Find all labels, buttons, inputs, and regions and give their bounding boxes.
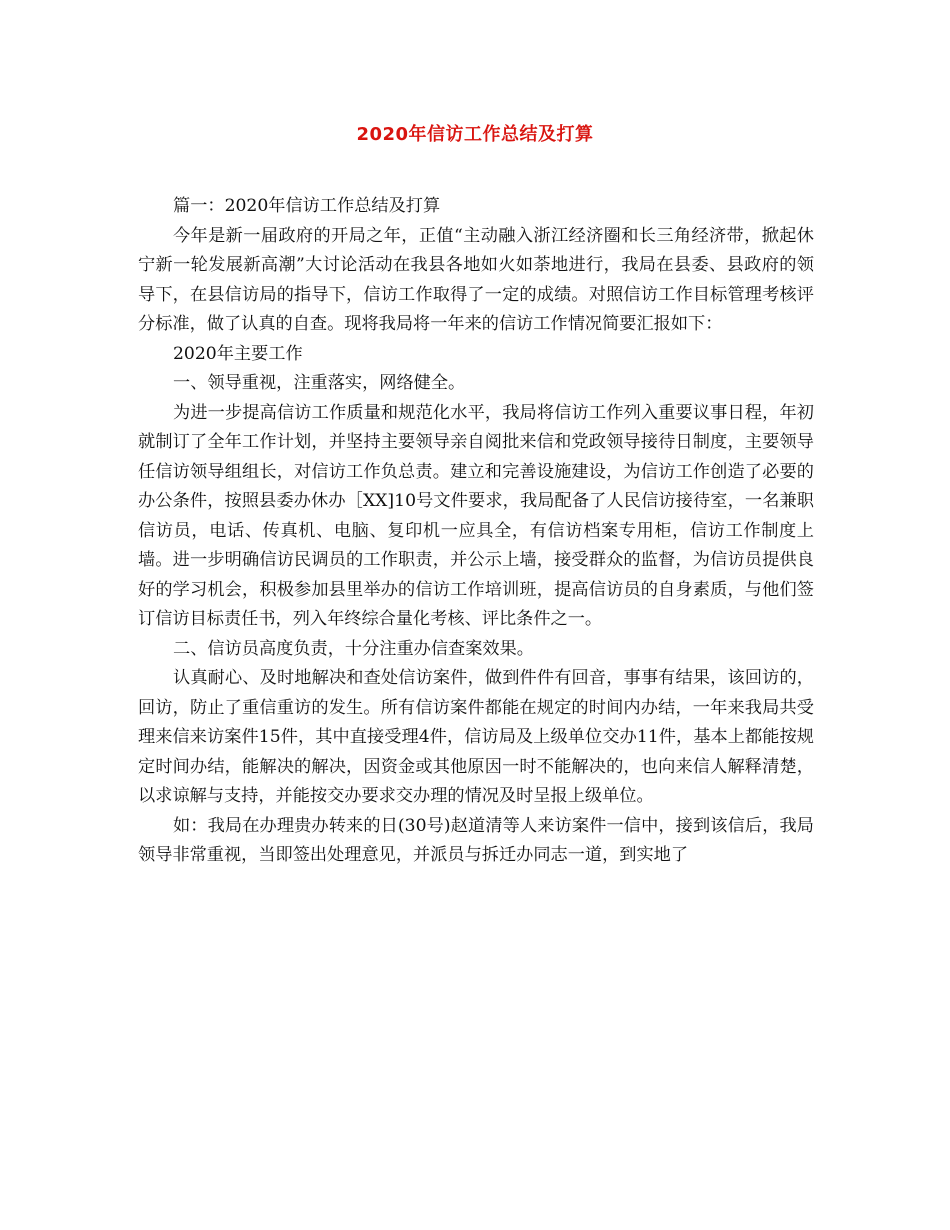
- document-body: [138, 192, 814, 871]
- paragraph-section-two-heading: 二、信访员高度负责，十分注重办信查案效果。: [173, 638, 534, 659]
- paragraph-intro: 今年是新一届政府的开局之年，正值“主动融入浙江经济圈和长三角经济带，掀起休宁新一轮发展新高潮”大讨论活动在我县各地如火如荼地进行，我局在县委、县政府的领导下，在县信访局的指导下，信访工作取得了一定的成绩。对照信访工作目标管理考核评分标准，做了认真的自查。现将我局将一年来的信访工作情况简要汇报如下：: [138, 225, 814, 334]
- document-title: 2020年信访工作总结及打算: [356, 124, 594, 145]
- paragraph-section-one-body: 为进一步提高信访工作质量和规范化水平，我局将信访工作列入重要议事日程，年初就制订了全年工作计划，并坚持主要领导亲自阅批来信和党政领导接待日制度，主要领导任信访领导组组长，对信访工作负总责。建立和完善设施建设，为信访工作创造了必要的办公条件，按照县委办休办［XX]10号文件要求，我局配备了人民信访接待室，一名兼职信访员，电话、传真机、电脑、复印机一应具全，有信访档案专用柜，信访工作制度上墙。进一步明确信访民调员的工作职责，并公示上墙，接受群众的监督，为信访员提供良好的学习机会，积极参加县里举办的信访工作培训班，提高信访员的自身素质，与他们签订信访目标责任书，列入年终综合量化考核、评比条件之一。: [138, 402, 814, 629]
- paragraph-section-one-heading: 一、领导重视，注重落实，网络健全。: [173, 373, 466, 393]
- paragraph-section-two-body: 认真耐心、及时地解决和查处信访案件，做到件件有回音，事事有结果，该回访的，回访，防止了重信重访的发生。所有信访案件都能在规定的时间内办结，一年来我局共受理来信来访案件15件，其中直接受理4件，信访局及上级单位交办11件，基本上都能按规定时间办结，能解决的解决，因资金或其他原因一时不能解决的，也向来信人解释清楚，以求谅解与支持，并能按交办要求交办理的情况及时呈报上级单位。: [138, 668, 814, 806]
- paragraph-heading-part-one: 篇一：2020年信访工作总结及打算: [173, 196, 441, 216]
- paragraph-main-work-heading: 2020年主要工作: [173, 343, 303, 364]
- paragraph-example: 如：我局在办理贵办转来的日(30号)赵道清等人来访案件一信中，接到该信后，我局领导非常重视，当即签出处理意见，并派员与拆迁办同志一道，到实地了: [138, 815, 814, 865]
